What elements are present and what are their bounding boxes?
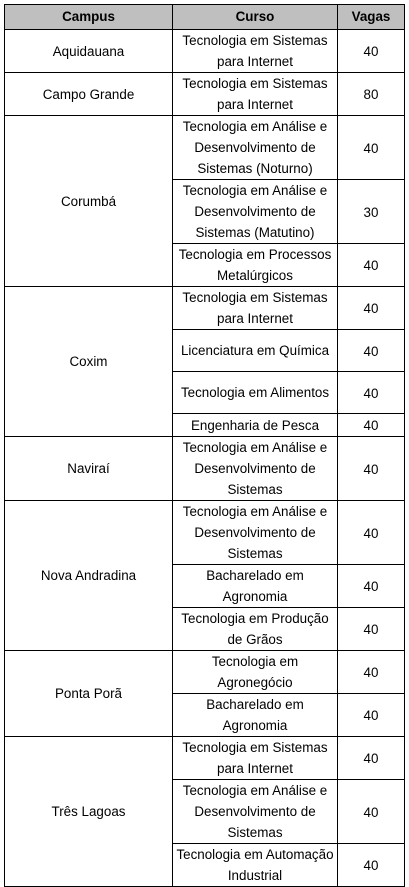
curso-cell: Tecnologia em Análise e Desenvolvimento de Sistemas (Matutino): [173, 180, 338, 244]
curso-cell: Tecnologia em Sistemas para Internet: [173, 287, 338, 330]
header-campus: Campus: [5, 5, 173, 30]
table-row: [5, 73, 405, 116]
vagas-table: [4, 4, 405, 887]
vagas-cell: 40: [338, 780, 405, 844]
vagas-cell: 40: [338, 30, 405, 73]
curso-cell: Tecnologia em Produção de Grãos: [173, 608, 338, 651]
header-vagas: Vagas: [338, 5, 405, 30]
header-row: [5, 5, 405, 30]
curso-cell: Tecnologia em Sistemas para Internet: [173, 737, 338, 780]
table-row: [5, 737, 405, 780]
curso-cell: Tecnologia em Sistemas para Internet: [173, 73, 338, 116]
campus-cell: Três Lagoas: [5, 737, 173, 887]
table-row: [5, 287, 405, 330]
vagas-cell: 40: [338, 244, 405, 287]
vagas-cell: 40: [338, 608, 405, 651]
curso-cell: Tecnologia em Análise e Desenvolvimento de Sistemas (Noturno): [173, 116, 338, 180]
table-row: [5, 437, 405, 501]
vagas-cell: 40: [338, 565, 405, 608]
vagas-cell: 40: [338, 694, 405, 737]
table-row: [5, 30, 405, 73]
vagas-cell: 80: [338, 73, 405, 116]
curso-cell: Tecnologia em Sistemas para Internet: [173, 30, 338, 73]
campus-cell: Aquidauana: [5, 30, 173, 73]
curso-cell: Tecnologia em Análise e Desenvolvimento de Sistemas: [173, 437, 338, 501]
vagas-cell: 40: [338, 414, 405, 437]
campus-cell: Nova Andradina: [5, 501, 173, 651]
table-row: [5, 116, 405, 180]
curso-cell: Engenharia de Pesca: [173, 414, 338, 437]
vagas-cell: 40: [338, 437, 405, 501]
vagas-cell: 40: [338, 330, 405, 372]
curso-cell: Bacharelado em Agronomia: [173, 565, 338, 608]
campus-cell: Ponta Porã: [5, 651, 173, 737]
curso-cell: Tecnologia em Automação Industrial: [173, 844, 338, 887]
curso-cell: Licenciatura em Química: [173, 330, 338, 372]
vagas-cell: 40: [338, 501, 405, 565]
header-curso: Curso: [173, 5, 338, 30]
curso-cell: Tecnologia em Análise e Desenvolvimento de Sistemas: [173, 501, 338, 565]
vagas-cell: 40: [338, 651, 405, 694]
vagas-cell: 40: [338, 844, 405, 887]
campus-cell: Naviraí: [5, 437, 173, 501]
curso-cell: Tecnologia em Processos Metalúrgicos: [173, 244, 338, 287]
vagas-cell: 40: [338, 372, 405, 414]
vagas-cell: 40: [338, 737, 405, 780]
campus-cell: Coxim: [5, 287, 173, 437]
vagas-cell: 40: [338, 287, 405, 330]
curso-cell: Tecnologia em Agronegócio: [173, 651, 338, 694]
vagas-cell: 30: [338, 180, 405, 244]
curso-cell: Tecnologia em Análise e Desenvolvimento de Sistemas: [173, 780, 338, 844]
campus-cell: Corumbá: [5, 116, 173, 287]
curso-cell: Bacharelado em Agronomia: [173, 694, 338, 737]
campus-cell: Campo Grande: [5, 73, 173, 116]
vagas-cell: 40: [338, 116, 405, 180]
table-row: [5, 651, 405, 694]
curso-cell: Tecnologia em Alimentos: [173, 372, 338, 414]
table-row: [5, 501, 405, 565]
